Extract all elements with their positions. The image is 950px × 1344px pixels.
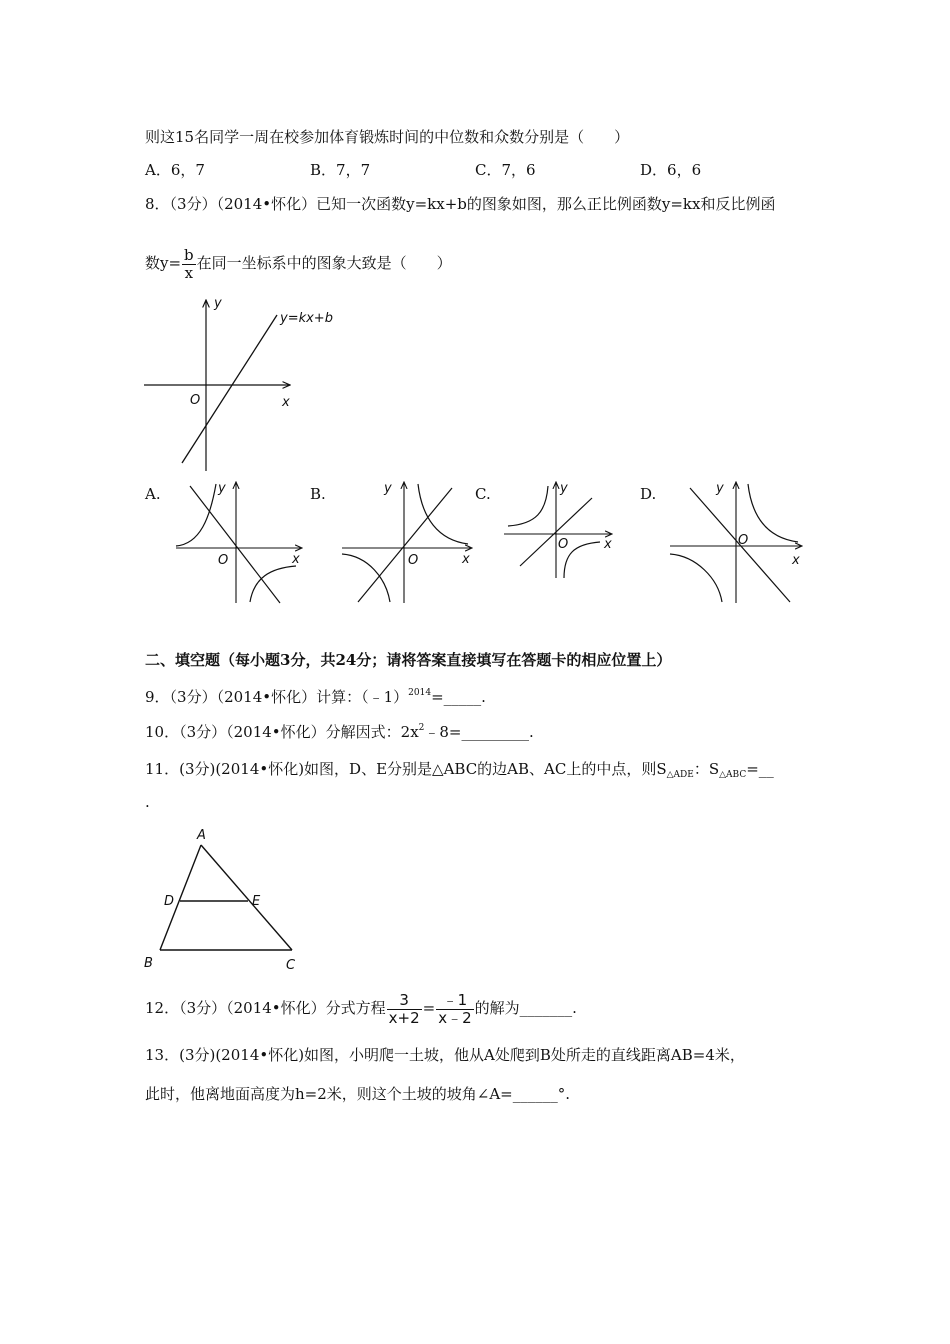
- choice-c-hyperbola-upper: [508, 486, 548, 526]
- q12-f1-den: x+2: [388, 1008, 420, 1027]
- q12-f2-den: x﹣2: [438, 1008, 472, 1027]
- q11-label-d: D: [164, 894, 175, 909]
- q10-suffix: ﹣8=_________.: [424, 723, 534, 741]
- q8-choice-c-graph[interactable]: [500, 478, 630, 588]
- q11-triangle-figure: [140, 825, 320, 975]
- q13-line2: 此时，他离地面高度为h=2米，则这个土坡的坡角∠A=______°.: [145, 1085, 571, 1103]
- choice-b-origin: O: [408, 553, 419, 568]
- choice-c-y-label: y: [560, 481, 568, 496]
- q10-prefix: 10．（3分）（2014•怀化）分解因式：2x: [145, 723, 419, 741]
- q12-f1-num: 3: [387, 992, 422, 1010]
- q11-label-e: E: [252, 894, 261, 909]
- q7-stem: 则这15名同学一周在校参加体育锻炼时间的中位数和众数分别是（ ）: [145, 128, 630, 146]
- q9-prefix: 9．（3分）（2014•怀化）计算：（﹣1）: [145, 688, 409, 706]
- q8-main-line-label: y=kx+b: [280, 311, 333, 326]
- choice-b-x-label: x: [462, 552, 470, 567]
- choice-a-hyperbola-lower: [250, 566, 296, 602]
- choice-d-y-label: y: [716, 481, 724, 496]
- q7-option-c[interactable]: C．7，6: [475, 161, 536, 179]
- q11-sub-ade: △ADE: [666, 770, 694, 780]
- q10-exponent: 2: [418, 723, 425, 733]
- choice-b-y-label: y: [384, 481, 392, 496]
- q7-option-b[interactable]: B．7，7: [310, 161, 371, 179]
- q7-option-d[interactable]: D．6，6: [640, 161, 702, 179]
- q8-suffix: 在同一坐标系中的图象大致是（ ）: [196, 254, 452, 272]
- q7-option-a[interactable]: A．6，7: [145, 161, 205, 179]
- choice-b-line: [358, 488, 452, 602]
- q8-main-graph: [140, 295, 360, 475]
- q8-choice-b-graph[interactable]: [338, 478, 488, 608]
- q11-label-a: A: [197, 828, 206, 843]
- q8-frac-den: x: [184, 263, 194, 282]
- q11-side-ac: [201, 845, 292, 950]
- q8-choice-d-graph[interactable]: [668, 478, 818, 608]
- q13-line1: 13．(3分)(2014•怀化)如图，小明爬一土坡，他从A处爬到B处所走的直线距离AB=4米，: [145, 1046, 745, 1064]
- q8-stem-line1: 8．（3分）（2014•怀化）已知一次函数y=kx+b的图象如图，那么正比例函数y=kx和反比例函: [145, 195, 776, 213]
- choice-d-hyperbola-upper: [748, 484, 798, 542]
- choice-c-x-label: x: [604, 537, 612, 552]
- q11-sub-abc: △ABC: [719, 770, 747, 780]
- choice-d-hyperbola-lower: [670, 554, 722, 602]
- choice-a-y-label: y: [218, 481, 226, 496]
- q12-equals: =: [422, 999, 436, 1017]
- q8-fraction: [182, 247, 196, 282]
- choice-d-x-label: x: [792, 553, 800, 568]
- q8-prefix: 数y=: [145, 254, 182, 272]
- choice-c-hyperbola-lower: [564, 542, 600, 578]
- q8-main-y-label: y: [214, 296, 222, 311]
- q11-suffix: =__: [746, 760, 774, 778]
- q9: [145, 687, 486, 707]
- choice-d-origin: O: [738, 533, 749, 548]
- choice-c-origin: O: [558, 537, 569, 552]
- q9-exponent: 2014: [408, 688, 432, 698]
- q8-choice-b-label[interactable]: B.: [310, 485, 326, 503]
- choice-a-line: [190, 486, 280, 603]
- q12-fraction-2: [436, 992, 473, 1027]
- q11-label-c: C: [286, 958, 296, 973]
- q10: [145, 722, 534, 742]
- choice-b-hyperbola-upper: [418, 484, 468, 544]
- q8-main-origin: O: [190, 393, 201, 408]
- q12-f2-num: ﹣1: [436, 992, 473, 1010]
- choice-a-x-label: x: [292, 552, 300, 567]
- q9-suffix: =_____.: [431, 688, 486, 706]
- q8-frac-num: b: [184, 245, 194, 264]
- q11-line2: .: [145, 793, 150, 811]
- q8-main-x-label: x: [282, 395, 290, 410]
- q11-label-b: B: [144, 956, 153, 971]
- q8-main-line: [182, 315, 277, 463]
- q11: [145, 759, 774, 779]
- q8-choice-a-graph[interactable]: [170, 478, 320, 608]
- q8-choice-d-label[interactable]: D.: [640, 485, 657, 503]
- choice-b-hyperbola-lower: [342, 554, 390, 602]
- q12-fraction-1: [387, 992, 422, 1027]
- q8-stem-line2: [145, 244, 452, 282]
- q12-suffix: 的解为_______.: [474, 999, 577, 1017]
- q8-choice-a-label[interactable]: A.: [145, 485, 161, 503]
- q12: [145, 986, 577, 1030]
- section-2-title: 二、填空题（每小题3分，共24分；请将答案直接填写在答题卡的相应位置上）: [145, 651, 672, 669]
- q8-choice-c-label[interactable]: C.: [475, 485, 491, 503]
- q11-prefix: 11．(3分)(2014•怀化)如图，D、E分别是△ABC的边AB、AC上的中点，则S: [145, 760, 667, 778]
- q12-prefix: 12．（3分）（2014•怀化）分式方程: [145, 999, 386, 1017]
- q11-mid: ：S: [693, 760, 720, 778]
- choice-a-origin: O: [218, 553, 229, 568]
